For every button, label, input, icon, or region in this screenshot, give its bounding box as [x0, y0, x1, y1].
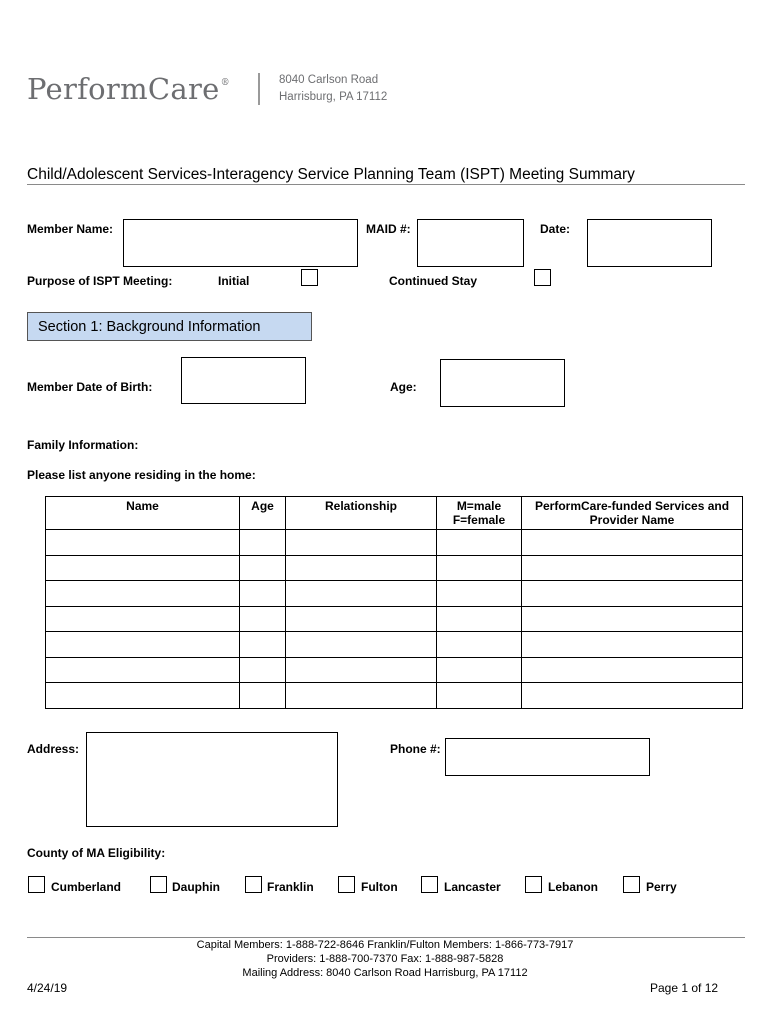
initial-checkbox[interactable] [301, 269, 318, 286]
table-cell[interactable] [240, 555, 286, 581]
family-info-label: Family Information: [27, 438, 139, 452]
section-1-header: Section 1: Background Information [27, 312, 312, 341]
header-relationship: Relationship [286, 497, 437, 530]
table-cell[interactable] [437, 581, 522, 607]
age-field[interactable] [440, 359, 565, 407]
table-cell[interactable] [522, 683, 743, 709]
dob-label: Member Date of Birth: [27, 380, 153, 394]
table-cell[interactable] [522, 632, 743, 658]
table-cell[interactable] [286, 683, 437, 709]
member-name-field[interactable] [123, 219, 358, 267]
table-cell[interactable] [46, 657, 240, 683]
footer-line3: Mailing Address: 8040 Carlson Road Harrisburg, PA 17112 [242, 967, 528, 979]
form-title: Child/Adolescent Services-Interagency Service Planning Team (ISPT) Meeting Summary [27, 166, 635, 183]
table-row [46, 632, 743, 658]
footer-line1: Capital Members: 1-888-722-8646 Franklin/Fulton Members: 1-866-773-7917 [196, 939, 574, 951]
table-header-row [46, 497, 743, 530]
table-row [46, 555, 743, 581]
table-cell[interactable] [46, 606, 240, 632]
footer-date: 4/24/19 [27, 981, 68, 995]
county-label-fulton: Fulton [361, 880, 398, 894]
purpose-label: Purpose of ISPT Meeting: [27, 274, 173, 288]
table-cell[interactable] [437, 657, 522, 683]
table-row [46, 606, 743, 632]
county-checkbox-dauphin[interactable] [150, 876, 167, 893]
table-cell[interactable] [240, 657, 286, 683]
county-checkbox-cumberland[interactable] [28, 876, 45, 893]
address-label: Address: [27, 742, 80, 756]
date-field[interactable] [587, 219, 712, 267]
title-rule [27, 184, 745, 185]
table-body [46, 530, 743, 709]
header-services [522, 497, 743, 530]
header-sex [437, 497, 522, 530]
footer-page-number: Page 1 of 12 [650, 981, 719, 995]
table-cell[interactable] [240, 581, 286, 607]
table-cell[interactable] [522, 657, 743, 683]
residents-label: Please list anyone residing in the home: [27, 468, 256, 482]
table-cell[interactable] [240, 606, 286, 632]
county-label-lancaster: Lancaster [444, 880, 501, 894]
phone-field[interactable] [445, 738, 650, 776]
county-checkbox-franklin[interactable] [245, 876, 262, 893]
table-cell[interactable] [437, 606, 522, 632]
header-sex-line2: F=female [452, 513, 506, 527]
header-services-line2: Provider Name [589, 513, 675, 527]
table-cell[interactable] [240, 683, 286, 709]
table-cell[interactable] [286, 606, 437, 632]
county-label-franklin: Franklin [267, 880, 314, 894]
header-age: Age [240, 497, 286, 530]
table-cell[interactable] [46, 530, 240, 556]
county-label-perry: Perry [646, 880, 677, 894]
registered-mark: ® [220, 78, 230, 88]
table-row [46, 530, 743, 556]
table-cell[interactable] [522, 606, 743, 632]
maid-field[interactable] [417, 219, 524, 267]
logo-text: PerformCare [27, 72, 220, 106]
continued-stay-label: Continued Stay [389, 274, 478, 288]
table-cell[interactable] [46, 581, 240, 607]
age-label: Age: [390, 380, 417, 394]
footer-rule [27, 937, 745, 938]
header-services-line1: PerformCare-funded Services and [534, 499, 730, 513]
table-cell[interactable] [522, 530, 743, 556]
table-cell[interactable] [46, 555, 240, 581]
header-address-line1: 8040 Carlson Road [279, 74, 379, 86]
header-name: Name [46, 497, 240, 530]
maid-label: MAID #: [366, 222, 411, 236]
table-cell[interactable] [437, 683, 522, 709]
table-cell[interactable] [286, 657, 437, 683]
county-checkbox-lebanon[interactable] [525, 876, 542, 893]
county-label-dauphin: Dauphin [172, 880, 220, 894]
table-cell[interactable] [286, 581, 437, 607]
county-checkbox-fulton[interactable] [338, 876, 355, 893]
address-field[interactable] [86, 732, 338, 827]
date-label: Date: [540, 222, 571, 236]
member-name-label: Member Name: [27, 222, 114, 236]
phone-label: Phone #: [390, 742, 441, 756]
table-cell[interactable] [286, 530, 437, 556]
table-cell[interactable] [46, 683, 240, 709]
county-label: County of MA Eligibility: [27, 846, 166, 860]
table-cell[interactable] [240, 632, 286, 658]
table-cell[interactable] [286, 555, 437, 581]
county-label-cumberland: Cumberland [51, 880, 122, 894]
table-row [46, 581, 743, 607]
household-table [45, 496, 743, 709]
logo-divider [258, 73, 260, 105]
county-checkbox-lancaster[interactable] [421, 876, 438, 893]
dob-field[interactable] [181, 357, 306, 404]
header-address-line2: Harrisburg, PA 17112 [279, 91, 388, 103]
table-cell[interactable] [437, 632, 522, 658]
table-cell[interactable] [522, 555, 743, 581]
table-cell[interactable] [286, 632, 437, 658]
table-row [46, 657, 743, 683]
table-cell[interactable] [46, 632, 240, 658]
table-row [46, 683, 743, 709]
county-label-lebanon: Lebanon [548, 880, 598, 894]
header-sex-line1: M=male [456, 499, 502, 513]
footer-line2: Providers: 1-888-700-7370 Fax: 1-888-987-5828 [266, 953, 504, 965]
table-cell[interactable] [522, 581, 743, 607]
table-cell[interactable] [240, 530, 286, 556]
table-cell[interactable] [437, 555, 522, 581]
initial-label: Initial [218, 274, 250, 288]
table-cell[interactable] [437, 530, 522, 556]
county-checkbox-perry[interactable] [623, 876, 640, 893]
continued-stay-checkbox[interactable] [534, 269, 551, 286]
performcare-logo [27, 72, 230, 106]
